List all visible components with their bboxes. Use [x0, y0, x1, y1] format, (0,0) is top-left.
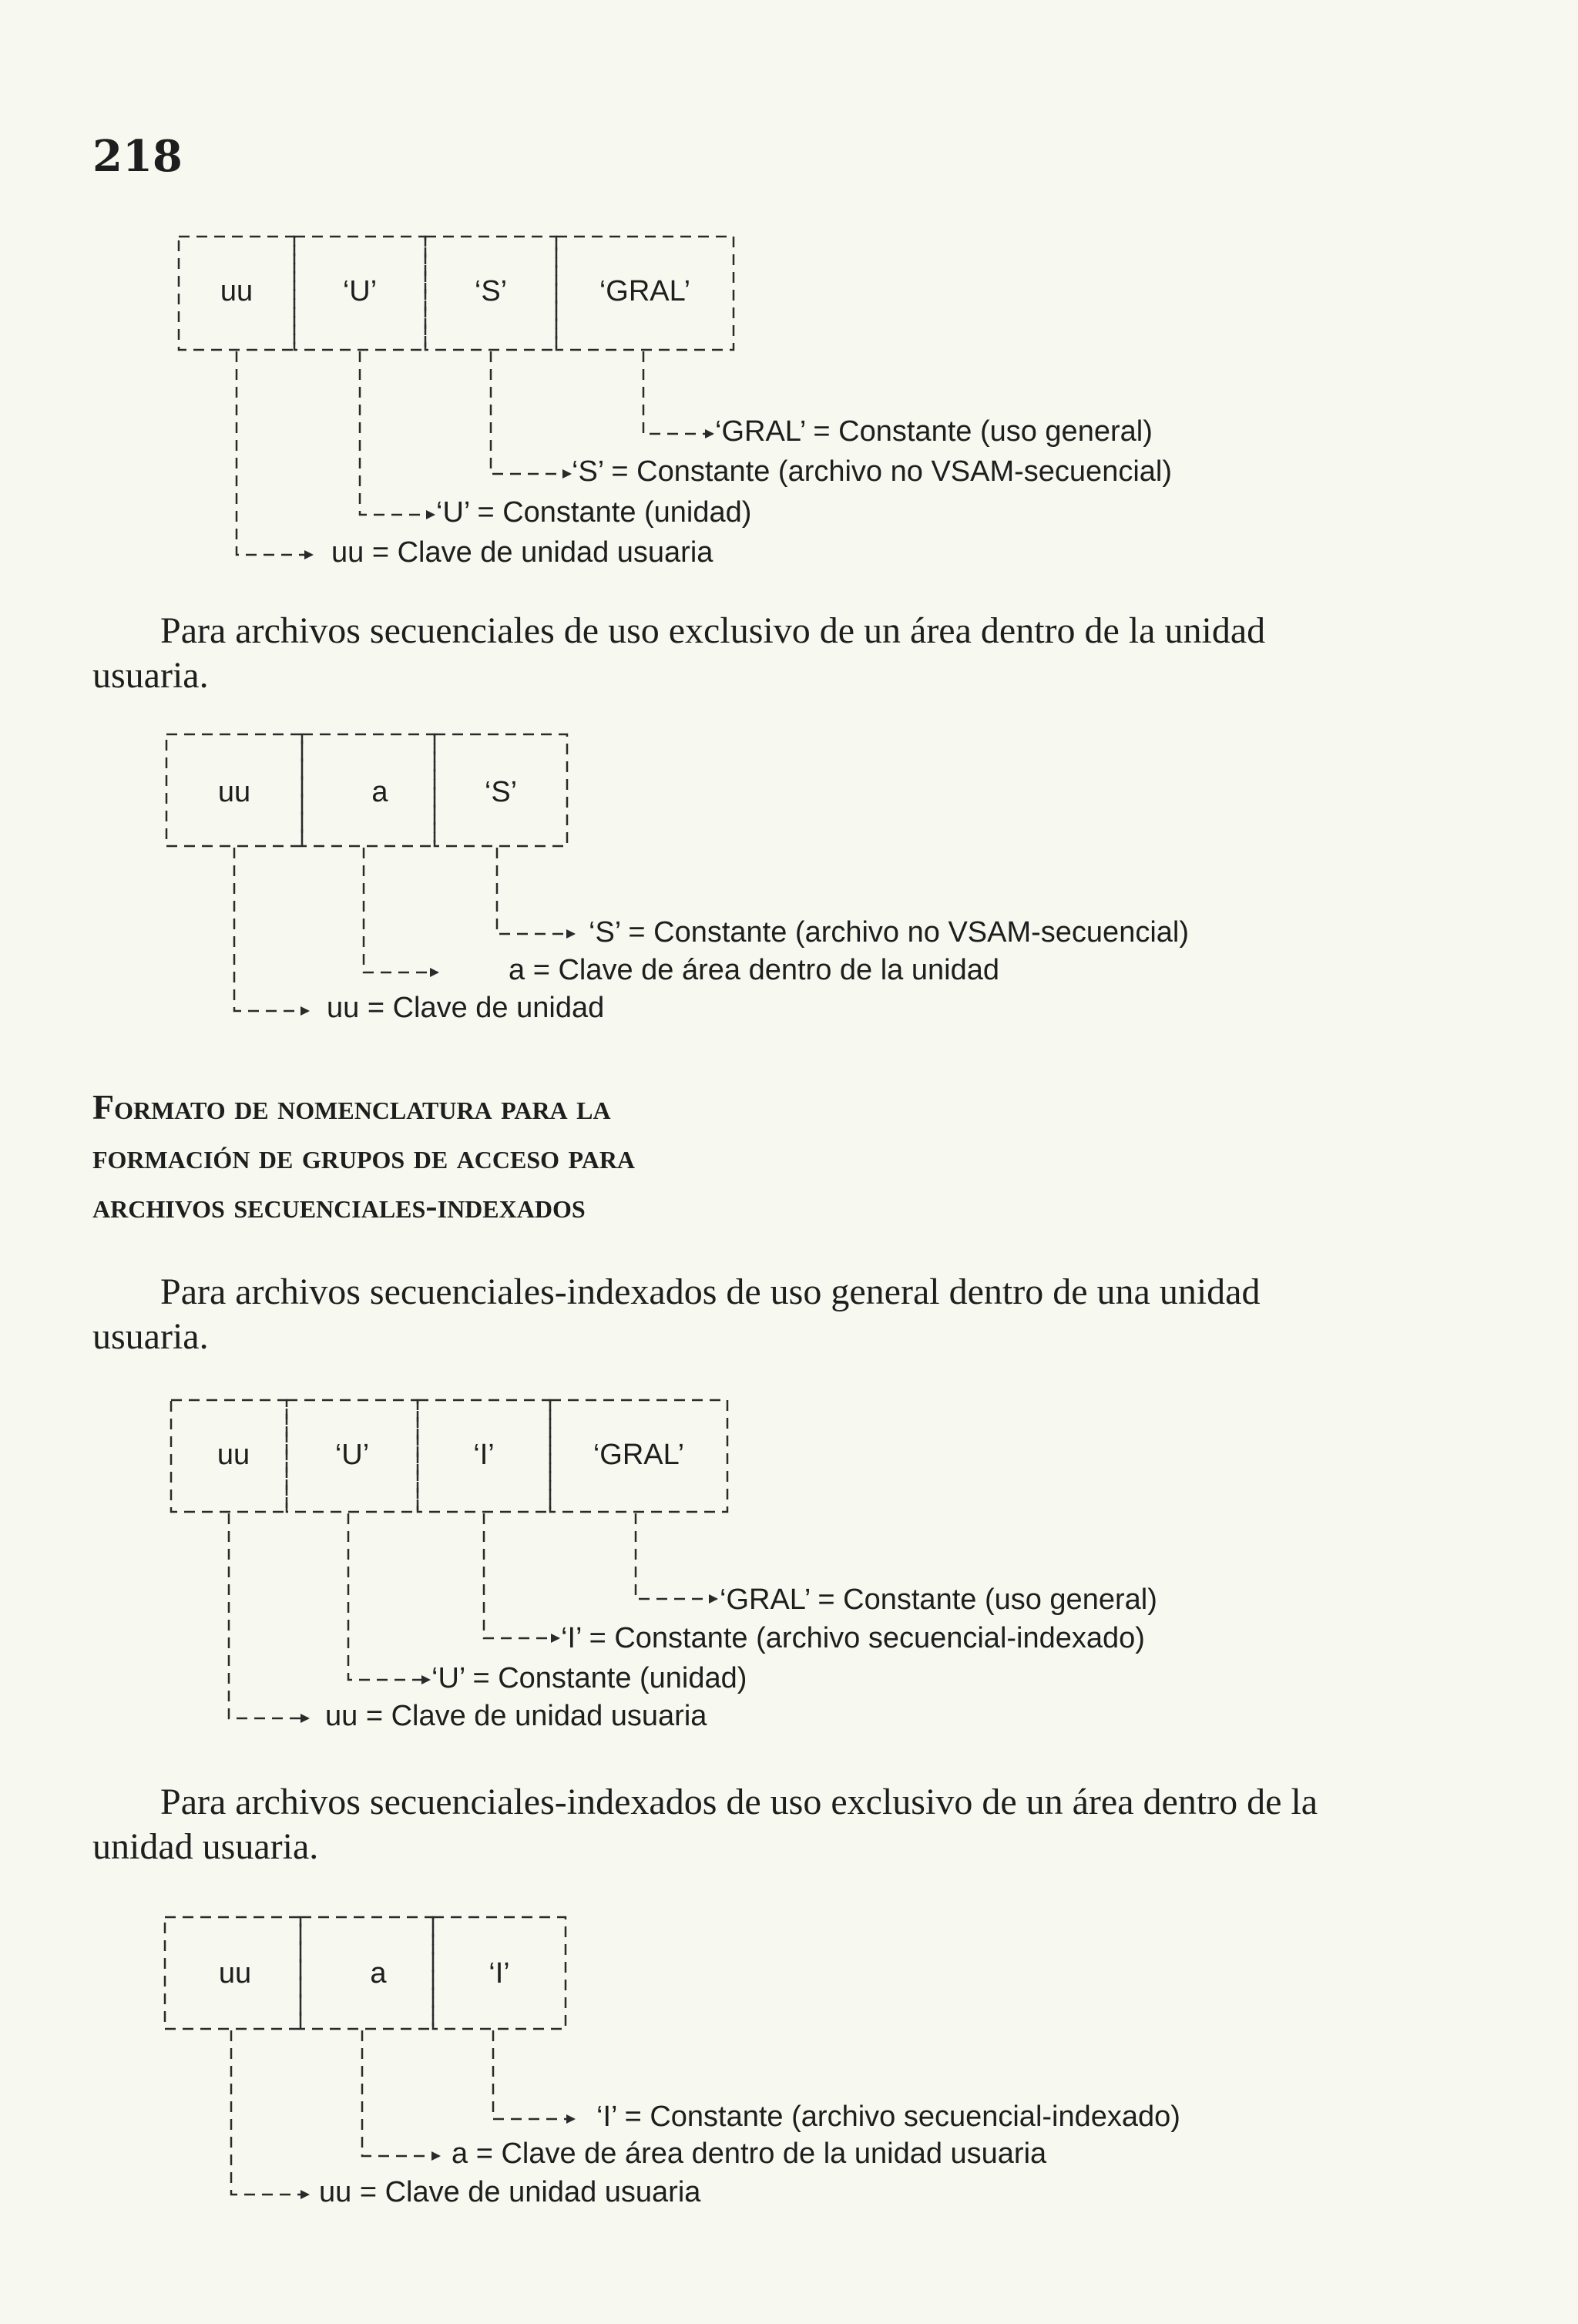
diagram-2-connector [364, 848, 438, 972]
section-heading-line: Formato de nomenclatura para la [92, 1087, 611, 1127]
diagram-1-legend: ‘GRAL’ = Constante (uso general) [715, 415, 1153, 448]
section-heading [92, 1083, 940, 1231]
diagram-1-box-label: ‘GRAL’ [599, 275, 691, 307]
diagram-1-legend: uu = Clave de unidad usuaria [331, 536, 713, 569]
diagram-1-box-label: ‘S’ [474, 275, 508, 307]
diagram-1-connector [360, 351, 434, 515]
diagram-2-box-label: uu [217, 776, 251, 808]
paragraph-indexed-exclusive-area: Para archivos secuenciales-indexados de uso exclusivo de un área dentro de la unidad usuaria. [92, 1782, 1318, 1867]
diagram-2-box-label: a [371, 776, 388, 808]
diagram-3-legend: ‘I’ = Constante (archivo secuencial-indexado) [561, 1622, 1145, 1654]
diagram-3-legend: ‘GRAL’ = Constante (uso general) [720, 1583, 1157, 1616]
diagram-2-connector [497, 848, 574, 934]
diagram-4-connector [231, 2030, 308, 2195]
diagram-3-box-label: ‘GRAL’ [593, 1439, 685, 1471]
diagram-4-box-label: a [370, 1957, 387, 1990]
diagram-3-connector [229, 1513, 308, 1718]
paragraph-indexed-general-use: Para archivos secuenciales-indexados de uso general dentro de una unidad usuaria. [92, 1271, 1261, 1357]
diagram-3-box-label: ‘I’ [473, 1439, 495, 1471]
diagram-3-box-label: ‘U’ [334, 1439, 370, 1471]
diagram-3-legend: uu = Clave de unidad usuaria [325, 1700, 707, 1732]
paragraph-sequential-exclusive-area: Para archivos secuenciales de uso exclusivo de un área dentro de la unidad usuaria. [92, 610, 1266, 696]
section-heading-line: archivos secuenciales-indexados [92, 1186, 586, 1225]
diagram-1-box-label: uu [220, 275, 253, 307]
diagram-3-box-label: uu [217, 1439, 250, 1471]
diagram-4-legend: uu = Clave de unidad usuaria [319, 2176, 701, 2208]
diagram-4 [165, 1917, 1180, 2208]
diagram-2-box-label: ‘S’ [484, 776, 518, 808]
diagram-4-box-a [300, 1917, 433, 2029]
diagram-2 [166, 734, 1189, 1024]
diagram-1-legend: ‘S’ = Constante (archivo no VSAM-secuencial) [572, 455, 1172, 488]
diagram-2-box-a [302, 734, 435, 846]
diagram-4-legend: ‘I’ = Constante (archivo secuencial-indexado) [596, 2101, 1180, 2133]
diagram-1-connector [237, 351, 312, 555]
diagram-4-connector [362, 2030, 439, 2156]
page-number: 218 [92, 131, 183, 182]
diagram-2-legend: a = Clave de área dentro de la unidad [509, 954, 999, 986]
diagram-3-connector [484, 1513, 559, 1638]
diagram-1-box-label: ‘U’ [342, 275, 378, 307]
diagram-1-connector [643, 351, 713, 434]
diagram-4-box-label: uu [218, 1957, 252, 1990]
diagram-1-connector [491, 351, 570, 474]
diagram-2-legend: uu = Clave de unidad [327, 992, 605, 1024]
diagram-4-box-label: ‘I’ [489, 1957, 510, 1990]
diagram-4-legend: a = Clave de área dentro de la unidad usuaria [452, 2138, 1047, 2170]
section-heading-line: formación de grupos de acceso para [92, 1137, 636, 1176]
diagram-1-legend: ‘U’ = Constante (unidad) [436, 496, 752, 529]
diagram-3-connector [348, 1513, 429, 1680]
diagram-3 [171, 1400, 1157, 1732]
diagram-2-legend: ‘S’ = Constante (archivo no VSAM-secuencial) [589, 916, 1189, 949]
diagram-3-legend: ‘U’ = Constante (unidad) [431, 1662, 747, 1694]
diagram-4-connector [493, 2030, 574, 2119]
diagram-2-connector [234, 848, 308, 1011]
diagram-3-connector [636, 1513, 717, 1599]
diagram-1 [179, 237, 1172, 569]
